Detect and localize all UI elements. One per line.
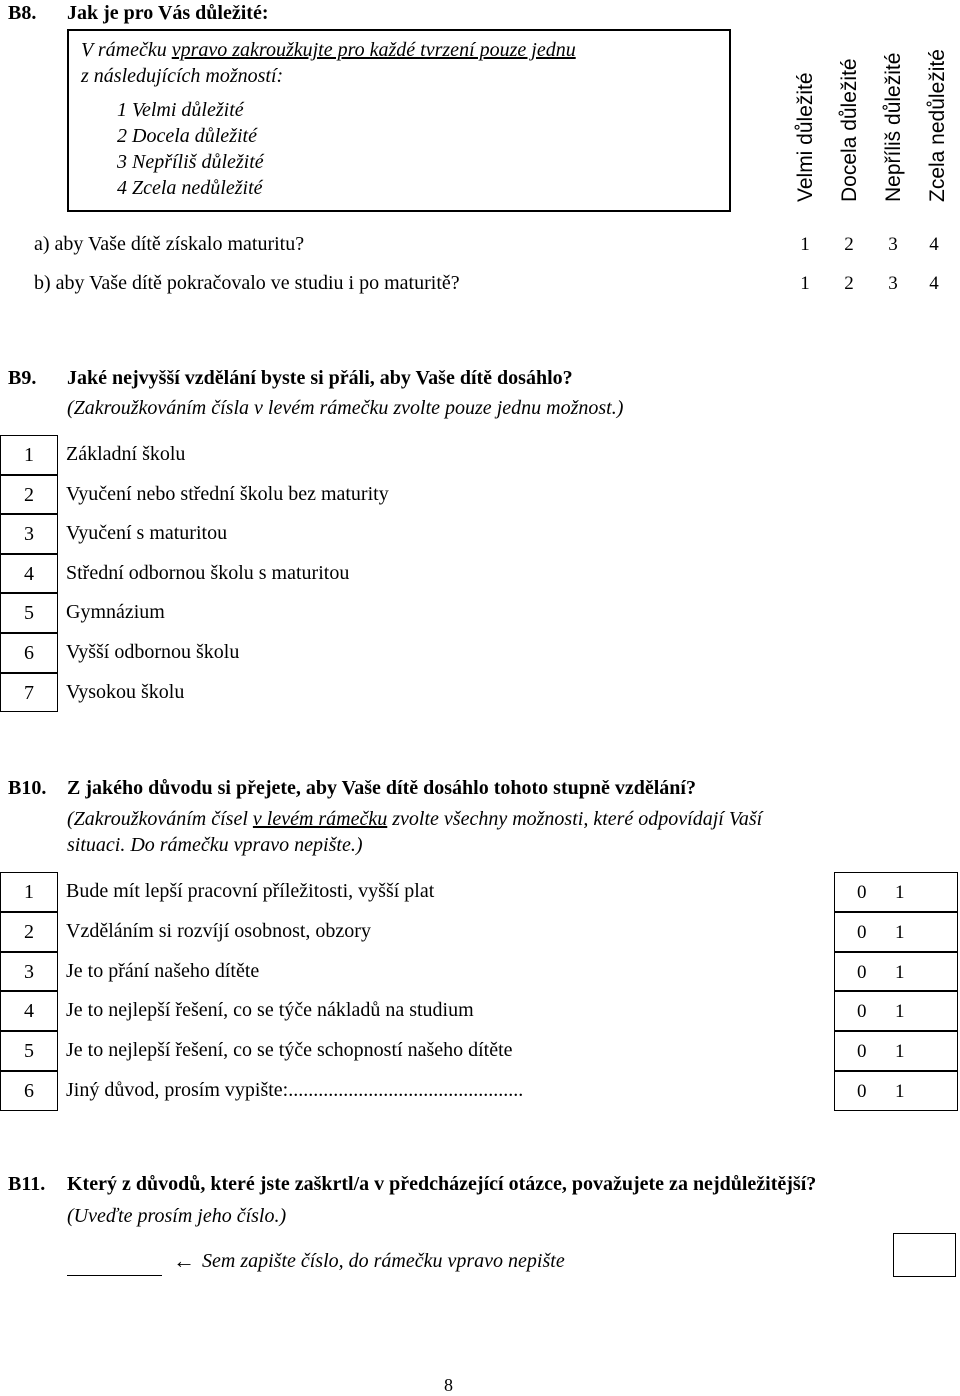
b8-item-a-option-2[interactable]: 2 <box>844 234 854 255</box>
b8-instruction-line1 <box>81 39 576 62</box>
b8-instruction-underlined: vpravo zakroužkujte pro každé tvrzení pouze jednu <box>171 39 576 61</box>
b8-item-b-option-3[interactable]: 3 <box>888 273 898 294</box>
b9-option-number[interactable]: 4 <box>0 554 58 594</box>
b9-instruction: (Zakroužkováním čísla v levém rámečku zvolte pouze jednu možnost.) <box>67 397 624 419</box>
b11-write-here-hint: Sem zapište číslo, do rámečku vpravo nepište <box>202 1250 565 1272</box>
b10-coding-box <box>834 952 958 992</box>
b10-option-5[interactable] <box>0 1031 960 1071</box>
b11-number: B11. <box>8 1173 46 1195</box>
b10-option-2[interactable] <box>0 912 960 952</box>
b9-option-3[interactable] <box>0 514 560 554</box>
b10-coding-box <box>834 1071 958 1111</box>
b10-title: Z jakého důvodu si přejete, aby Vaše dítě dosáhlo tohoto stupně vzdělání? <box>67 777 696 799</box>
b10-coding-box <box>834 872 958 912</box>
b9-option-1[interactable] <box>0 435 560 475</box>
b9-option-number[interactable]: 5 <box>0 593 58 633</box>
b9-option-label: Základní školu <box>66 443 186 465</box>
b8-col-header-3-text: Nepříliš důležité <box>882 52 905 202</box>
b8-col-header-2 <box>830 24 870 204</box>
b10-option-number[interactable]: 3 <box>0 952 58 992</box>
b10-instruction-underlined: v levém rámečku <box>252 808 388 830</box>
b9-option-6[interactable] <box>0 633 560 673</box>
b8-col-header-1-text: Velmi důležité <box>794 72 817 202</box>
b9-option-number[interactable]: 3 <box>0 514 58 554</box>
b9-option-label: Vysokou školu <box>66 680 185 703</box>
b10-option-number[interactable]: 5 <box>0 1031 58 1071</box>
b9-options-list <box>0 435 560 712</box>
left-arrow-icon: ← <box>173 1248 195 1273</box>
b8-col-header-3 <box>874 24 914 204</box>
b10-number: B10. <box>8 777 47 799</box>
b8-title: Jak je pro Vás důležité: <box>67 2 269 24</box>
b10-option-number[interactable]: 1 <box>0 872 58 912</box>
b8-instruction-line2: z následujících možností: <box>81 65 284 87</box>
b8-col-header-2-text: Docela důležité <box>838 58 861 202</box>
page-number: 8 <box>444 1375 453 1395</box>
b11-answer-line[interactable] <box>67 1275 162 1276</box>
b9-option-7[interactable] <box>0 673 560 713</box>
b10-code-1: 1 <box>895 921 905 943</box>
b8-item-a-option-4[interactable]: 4 <box>929 234 939 255</box>
b9-option-number[interactable]: 7 <box>0 673 58 713</box>
b11-title: Který z důvodů, které jste zaškrtl/a v předcházející otázce, považujete za nejdůležitější? <box>67 1173 817 1195</box>
b8-scale-3: 3 Nepříliš důležité <box>117 151 264 173</box>
b9-option-label: Vyučení s maturitou <box>66 522 228 545</box>
b10-option-label: Vzděláním si rozvíjí osobnost, obzory <box>66 919 371 942</box>
b9-number: B9. <box>8 367 37 389</box>
b10-code-0: 0 <box>857 1001 867 1023</box>
b8-col-header-1 <box>786 24 826 204</box>
b8-item-a-option-1[interactable]: 1 <box>800 234 810 255</box>
b10-code-1: 1 <box>895 961 905 983</box>
b10-instruction-line2: situaci. Do rámečku vpravo nepište.) <box>67 834 363 856</box>
b11-coding-box <box>893 1233 956 1277</box>
b10-option-label: Je to nejlepší řešení, co se týče nákladů na studium <box>66 999 474 1022</box>
b8-scale-2: 2 Docela důležité <box>117 125 257 147</box>
b9-title: Jaké nejvyšší vzdělání byste si přáli, aby Vaše dítě dosáhlo? <box>67 367 573 389</box>
b10-instruction-post: zvolte všechny možnosti, které odpovídají Vaší <box>387 808 763 830</box>
b10-coding-box <box>834 991 958 1031</box>
b8-instruction-pre: V rámečku <box>81 39 172 61</box>
b9-option-label: Vyučení nebo střední školu bez maturity <box>66 482 389 505</box>
b10-code-1: 1 <box>895 882 905 903</box>
b8-item-a-option-3[interactable]: 3 <box>888 234 898 255</box>
b9-option-number[interactable]: 6 <box>0 633 58 673</box>
b10-code-0: 0 <box>857 961 867 983</box>
b8-item-b-option-4[interactable]: 4 <box>929 273 939 294</box>
b9-option-2[interactable] <box>0 475 560 515</box>
b10-code-1: 1 <box>895 1041 905 1063</box>
b10-code-0: 0 <box>857 921 867 943</box>
b8-item-a-label: a) aby Vaše dítě získalo maturitu? <box>34 233 305 255</box>
b8-col-header-4-text: Zcela nedůležité <box>926 49 949 202</box>
b10-option-1[interactable] <box>0 872 960 912</box>
b10-option-number[interactable]: 2 <box>0 912 58 952</box>
b8-scale-1: 1 Velmi důležité <box>117 99 244 121</box>
b10-code-0: 0 <box>857 1081 867 1102</box>
b10-code-1: 1 <box>895 1081 905 1102</box>
b10-coding-box <box>834 1031 958 1071</box>
b8-col-header-4 <box>918 24 958 204</box>
b10-option-number[interactable]: 6 <box>0 1071 58 1111</box>
b10-code-1: 1 <box>895 1001 905 1023</box>
b11-instruction: (Uveďte prosím jeho číslo.) <box>67 1205 287 1227</box>
b10-option-label: Bude mít lepší pracovní příležitosti, vyšší plat <box>66 880 435 902</box>
b9-option-label: Střední odbornou školu s maturitou <box>66 561 350 584</box>
b10-option-label: Je to přání našeho dítěte <box>66 959 260 982</box>
b9-option-5[interactable] <box>0 593 560 633</box>
b10-option-number[interactable]: 4 <box>0 991 58 1031</box>
b9-option-label: Vyšší odbornou školu <box>66 640 240 663</box>
b8-item-b-option-1[interactable]: 1 <box>800 273 810 294</box>
b8-instruction-box <box>67 29 731 212</box>
b10-coding-box <box>834 912 958 952</box>
b9-option-4[interactable] <box>0 554 560 594</box>
b10-option-4[interactable] <box>0 991 960 1031</box>
b9-option-number[interactable]: 2 <box>0 475 58 515</box>
b10-option-label[interactable]: Jiný důvod, prosím vypište:............................................... <box>66 1079 524 1101</box>
b10-code-0: 0 <box>857 882 867 903</box>
b10-code-0: 0 <box>857 1041 867 1063</box>
b10-instruction-line1 <box>67 808 762 831</box>
b8-item-b-label: b) aby Vaše dítě pokračovalo ve studiu i po maturitě? <box>34 272 460 294</box>
b8-number: B8. <box>8 2 37 24</box>
b10-option-3[interactable] <box>0 952 960 992</box>
b8-item-b-option-2[interactable]: 2 <box>844 273 854 294</box>
b9-option-number[interactable]: 1 <box>0 435 58 475</box>
b10-option-6[interactable] <box>0 1071 960 1111</box>
b8-scale-4: 4 Zcela nedůležité <box>117 177 263 199</box>
b10-instruction-pre: (Zakroužkováním čísel <box>67 808 253 830</box>
b10-option-label: Je to nejlepší řešení, co se týče schopností našeho dítěte <box>66 1039 513 1062</box>
b9-option-label: Gymnázium <box>66 601 165 624</box>
